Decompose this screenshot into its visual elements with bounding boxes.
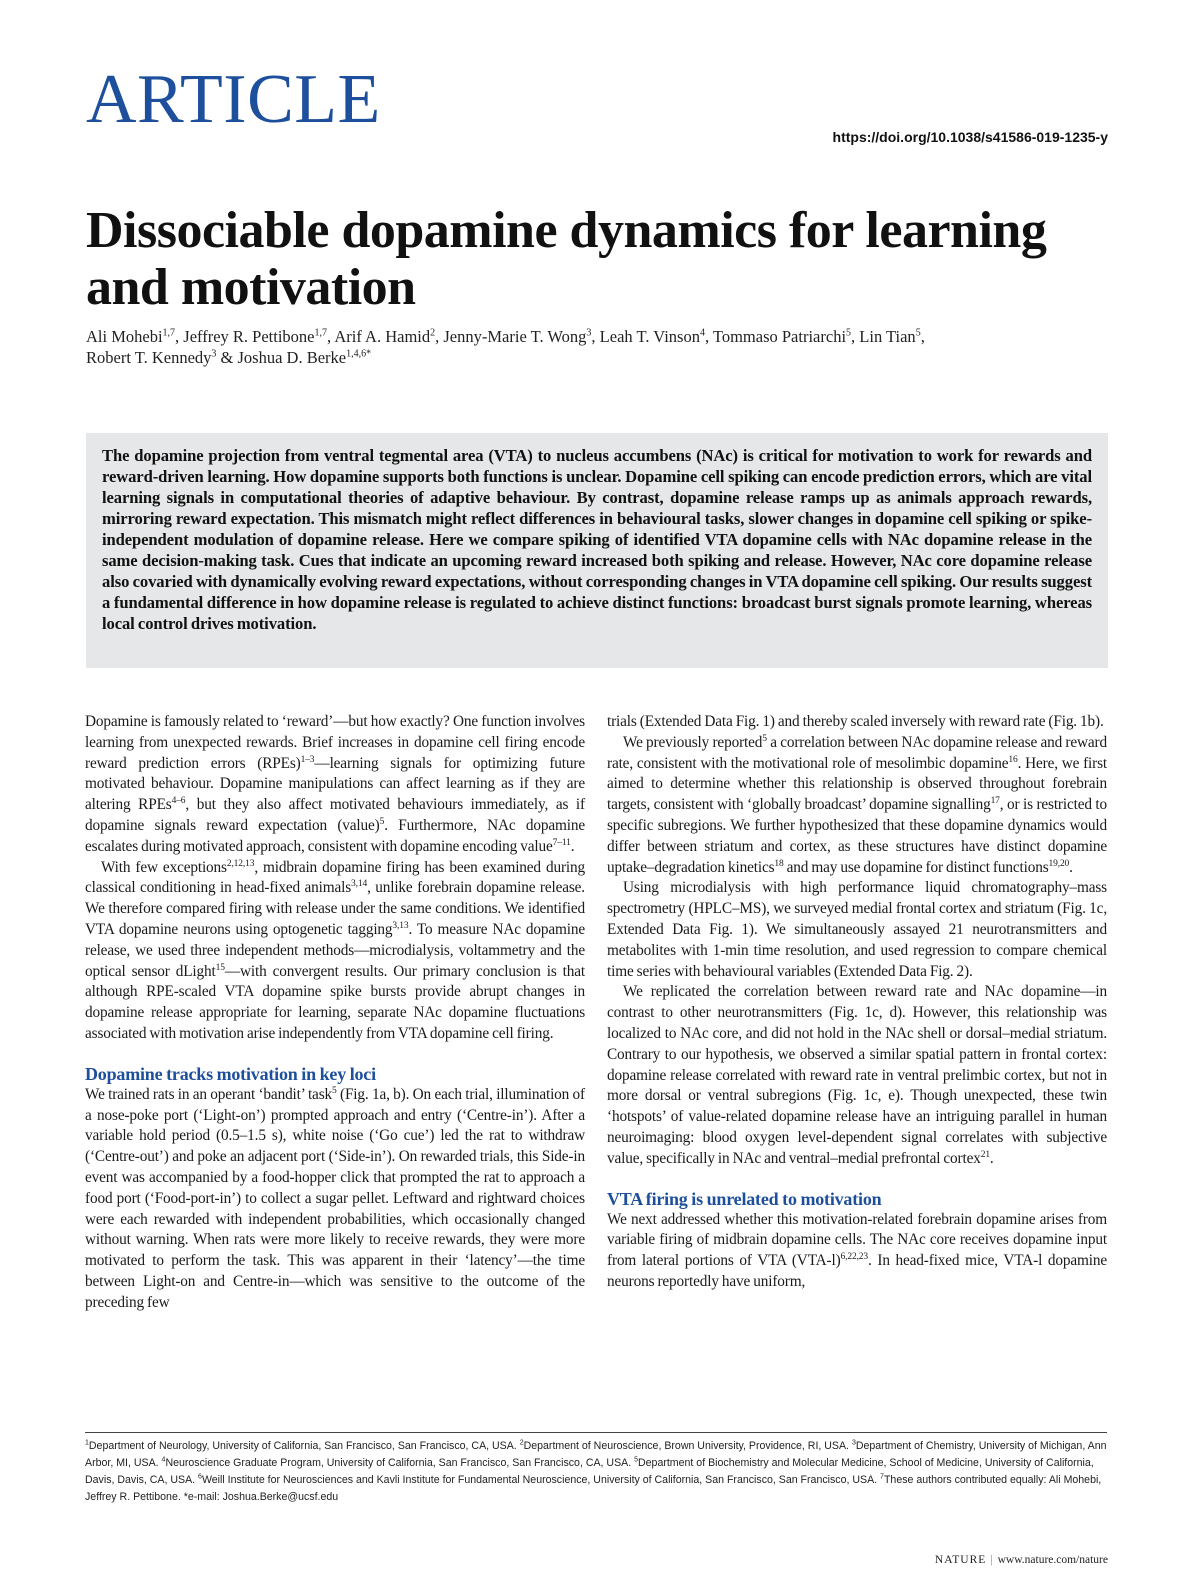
citation-superscript: 3 [211, 348, 217, 360]
citation-superscript: 5 [846, 327, 852, 339]
article-title: Dissociable dopamine dynamics for learning and motivation [86, 202, 1047, 316]
author-line-2: Robert T. Kennedy$^3$ & Joshua D. Berke$^{1,4,6*}$ [86, 348, 372, 367]
citation-superscript: 18 [774, 858, 784, 869]
paragraph: Dopamine is famously related to ‘reward’—but how exactly? One function involves learning from unexpected rewards. Brief increases in dopamine cell firing encode reward prediction errors (RPEs)$^{1-3}$—learning signals for optimizing future motivated behaviour. Dopamine manipulations can affect learning as if they are altering RPEs$^{4-6}$, but they also affect motivated behaviours immediately, as if dopamine signals reward expectation (value)$^5$. Furthermore, NAc dopamine escalates during motivated approach, consistent with dopamine encoding value$^{7-11}$. [85, 713, 585, 855]
citation-superscript: 4 [161, 1456, 166, 1464]
citation-superscript: 4–6 [171, 796, 186, 807]
citation-superscript: 21 [980, 1149, 990, 1160]
citation-superscript: 2 [430, 327, 436, 339]
citation-superscript: 5 [762, 733, 767, 744]
doi-link[interactable]: https://doi.org/10.1038/s41586-019-1235-y [832, 129, 1108, 145]
paragraph: We replicated the correlation between reward rate and NAc dopamine—in contrast to other neurotransmitters (Fig. 1c, d). However, this relationship was localized to NAc core, and did not hold in the NAc shell or dorsal–medial striatum. Contrary to our hypothesis, we observed a similar spatial pattern in frontal cortex: dopamine release correlated with reward rate in ventral prelimbic cortex, but not in more dorsal or ventral subregions (Fig. 1c, e). Though unexpected, these twin ‘hotspots’ of value-related dopamine release have an intriguing parallel in human neuroimaging: blood oxygen level-dependent signal correlates with subjective value, specifically in NAc and ventral–medial prefrontal cortex$^{21}$. [607, 983, 1107, 1167]
citation-superscript: 1,4,6* [346, 348, 372, 360]
paragraph: trials (Extended Data Fig. 1) and thereby scaled inversely with reward rate (Fig. 1b). [607, 713, 1104, 730]
journal-url[interactable]: www.nature.com/nature [997, 1554, 1108, 1566]
citation-superscript: 2 [519, 1439, 524, 1447]
author-line-1: Ali Mohebi$^{1,7}$, Jeffrey R. Pettibone$^{1,7}$, Arif A. Hamid$^2$, Jenny-Marie T. Wong$^3$, Leah T. Vinson$^4$, Tommaso Patriarchi$^5$, Lin Tian$^5$, [86, 327, 925, 346]
citation-superscript: 7–11 [552, 837, 571, 848]
journal-name: NATURE [934, 1554, 987, 1566]
citation-superscript: 1,7 [314, 327, 328, 339]
citation-superscript: 15 [215, 962, 225, 973]
citation-superscript: 3 [586, 327, 592, 339]
body-column-right [607, 712, 1107, 1293]
citation-superscript: 5 [332, 1085, 337, 1096]
body-column-left [85, 712, 585, 1314]
citation-superscript: 1,7 [162, 327, 176, 339]
paragraph: We previously reported$^5$ a correlation between NAc dopamine release and reward rate, consistent with the motivational role of mesolimbic dopamine$^{16}$. Here, we first aimed to determine whether this relationship is observed throughout forebrain targets, consistent with ‘globally broadcast’ dopamine signalling$^{17}$, or is restricted to specific subregions. We further hypothesized that these dopamine dynamics would differ between striatum and cortex, as these structures have distinct dopamine uptake–degradation kinetics$^{18}$ and may use dopamine for distinct functions$^{19,20}$. [607, 733, 1107, 876]
citation-superscript: 17 [990, 796, 1000, 807]
affiliation-footnotes: $^1$Department of Neurology, University of California, San Francisco, San Francisco, CA, USA. $^2$Department of Neuroscience, Brown University, Providence, RI, USA. $^3$Department of Chemistry, University of Michigan, Ann Arbor, MI, USA. $^4$Neuroscience Graduate Program, University of California, San Francisco, San Francisco, CA, USA. $^5$Department of Biochemistry and Molecular Medicine, School of Medicine, University of California, Davis, Davis, CA, USA. $^6$Weill Institute for Neurosciences and Kavli Institute for Fundamental Neuroscience, University of California, San Francisco, San Francisco, USA. $^7$These authors contributed equally: Ali Mohebi, Jeffrey R. Pettibone. *e-mail: Joshua.Berke@ucsf.edu [85, 1439, 1107, 1503]
citation-superscript: 19,20 [1048, 858, 1070, 869]
citation-superscript: 5 [915, 327, 921, 339]
citation-superscript: 3,13 [392, 920, 409, 931]
footnote-divider [85, 1432, 1107, 1433]
citation-superscript: 2,12,13 [226, 858, 255, 869]
citation-superscript: 3 [851, 1439, 856, 1447]
paragraph: With few exceptions$^{2,12,13}$, midbrain dopamine firing has been examined during classical conditioning in head-fixed animals$^{3,14}$, unlike forebrain dopamine release. We therefore compared firing with release under the same conditions. We identified VTA dopamine neurons using optogenetic tagging$^{3,13}$. To measure NAc dopamine release, we used three independent methods—microdialysis, voltammetry and the optical sensor dLight$^{15}$—with convergent results. Our primary conclusion is that although RPE-scaled VTA dopamine spike bursts provide abrupt changes in dopamine release appropriate for learning, separate NAc dopamine fluctuations associated with motivation arise independently from VTA dopamine cell firing. [85, 858, 586, 1042]
citation-superscript: 3,14 [351, 879, 368, 890]
citation-superscript: 1–3 [300, 754, 315, 765]
citation-superscript: 6 [198, 1473, 202, 1481]
paragraph: We trained rats in an operant ‘bandit’ task$^5$ (Fig. 1a, b). On each trial, illumination of a nose-poke port (‘Light-on’) prompted approach and entry (‘Centre-in’). After a variable hold period (0.5–1.5 s), white noise (‘Go cue’) led the rat to withdraw (‘Centre-out’) and poke an adjacent port (‘Side-in’). On rewarded trials, this Side-in event was accompanied by a food-hopper click that prompted the rat to approach a food port (‘Food-port-in’) to collect a sugar pellet. Leftward and rightward choices were each rewarded with independent probabilities, which occasionally changed without warning. When rats were more likely to receive rewards, they were more motivated to perform the task. This was apparent in their ‘latency’—the time between Light-on and Centre-in—which was sensitive to the outcome of the preceding few [85, 1085, 585, 1311]
section-heading: Dopamine tracks motivation in key loci [85, 1063, 376, 1084]
section-heading: VTA firing is unrelated to motivation [607, 1188, 882, 1209]
citation-superscript: 16 [1008, 754, 1018, 765]
author-list [86, 326, 1116, 368]
citation-superscript: 4 [699, 327, 705, 339]
citation-superscript: 7 [880, 1473, 884, 1481]
footer-separator: | [990, 1554, 994, 1566]
citation-superscript: 6,22,23 [840, 1252, 868, 1263]
citation-superscript: 5 [379, 816, 385, 827]
citation-superscript: 5 [634, 1456, 639, 1464]
abstract-box [86, 433, 1108, 668]
journal-footer [935, 1554, 1108, 1566]
paragraph: Using microdialysis with high performance liquid chromatography–mass spectrometry (HPLC–MS), we surveyed medial frontal cortex and striatum (Fig. 1c, Extended Data Fig. 1). We simultaneously assayed 21 neurotransmitters and metabolites with 1-min time resolution, and used regression to compare chemical time series with behavioural variables (Extended Data Fig. 2). [607, 879, 1107, 980]
paragraph: We next addressed whether this motivation-related forebrain dopamine arises from variable firing of midbrain dopamine cells. The NAc core receives dopamine input from lateral portions of VTA $(VTA-l)^{6,22,23}$. In head-fixed mice, VTA-l dopamine neurons reportedly have uniform, [607, 1210, 1107, 1290]
abstract-text: The dopamine projection from ventral tegmental area (VTA) to nucleus accumbens (NAc) is critical for motivation to work for rewards and reward-driven learning. How dopamine supports both functions is unclear. Dopamine cell spiking can encode prediction errors, which are vital learning signals in computational theories of adaptive behaviour. By contrast, dopamine release ramps up as animals approach rewards, mirroring reward expectation. This mismatch might reflect differences in behavioural tasks, slower changes in dopamine cell spiking or spike-independent modulation of dopamine release. Here we compare spiking of identified VTA dopamine cells with NAc dopamine release in the same decision-making task. Cues that indicate an upcoming reward increased both spiking and release. However, NAc core dopamine release also covaried with dynamically evolving reward expectations, without corresponding changes in VTA dopamine cell spiking. Our results suggest a fundamental difference in how dopamine release is regulated to achieve distinct functions: broadcast burst signals promote learning, whereas local control drives motivation. [102, 446, 1092, 633]
citation-superscript: 1 [85, 1439, 89, 1447]
article-type-label: ARTICLE [86, 61, 381, 138]
